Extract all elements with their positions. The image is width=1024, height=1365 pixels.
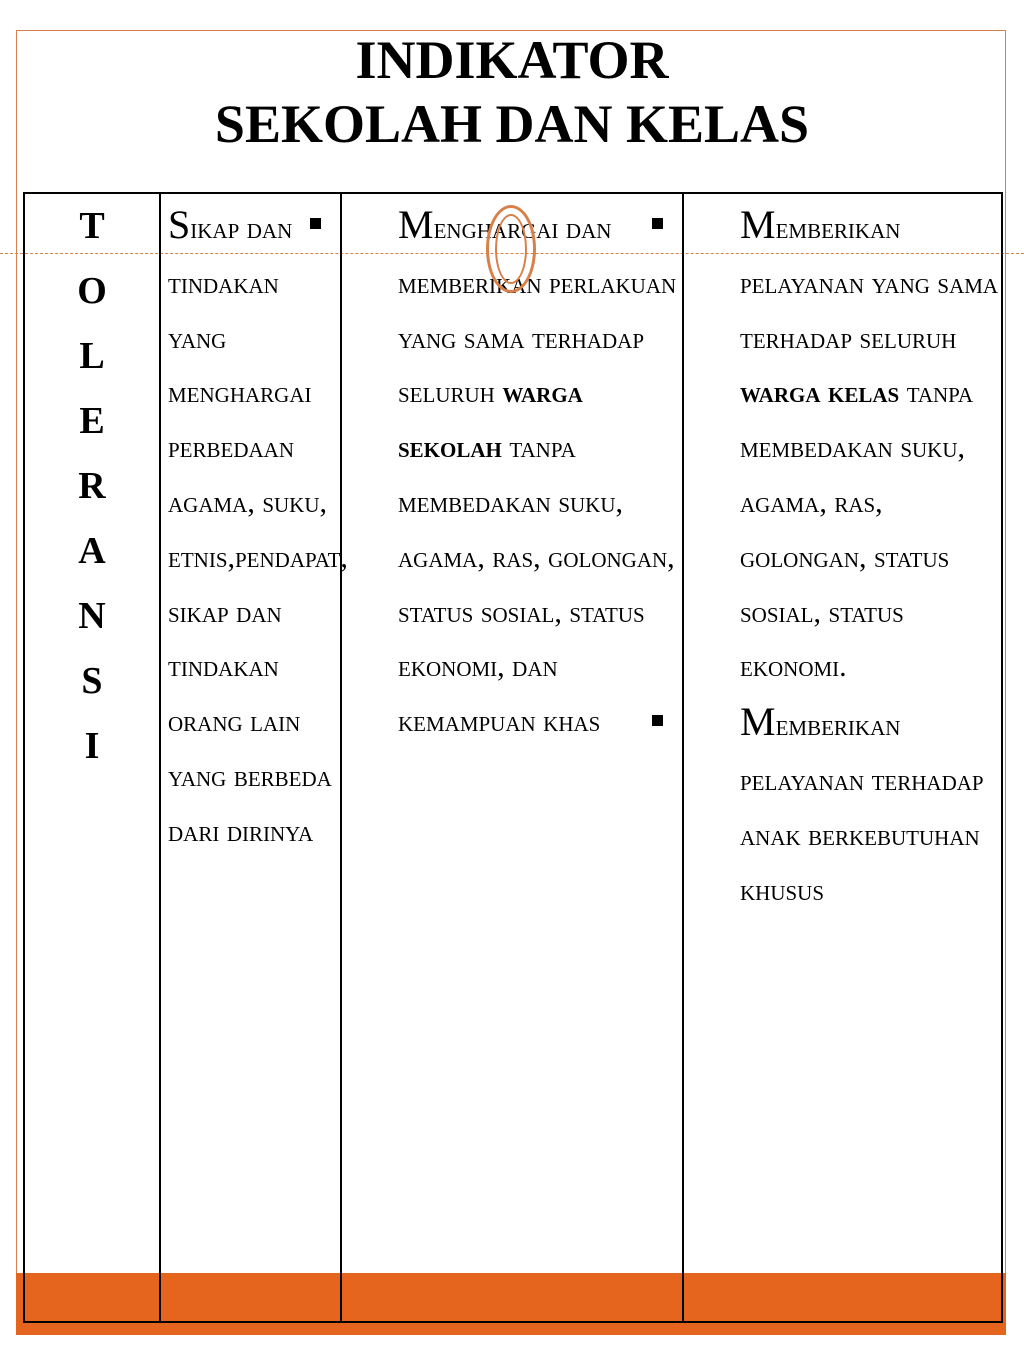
title-line-2: SEKOLAH DAN KELAS — [214, 94, 810, 154]
attitude-text: Sikap dan tindakan yang menghargai perbedaan agama, suku, etnis,pendapat, sikap dan tindakan orang lain yang berbeda dari dirinya — [168, 202, 348, 848]
page-title — [0, 28, 1024, 156]
vertical-letter: E — [79, 400, 105, 442]
bullet-icon — [310, 218, 321, 229]
title-line-1: INDIKATOR — [355, 30, 669, 90]
school-indicator-cell — [341, 193, 683, 1322]
vertical-letter: T — [79, 205, 105, 247]
indicator-table — [23, 192, 1003, 1323]
vertical-letter: N — [78, 595, 106, 637]
vertical-letter: I — [84, 725, 100, 767]
vertical-letter: R — [78, 465, 106, 507]
attitude-cell — [160, 193, 348, 1322]
table-row — [24, 193, 1002, 1322]
vertical-letter: S — [81, 660, 103, 702]
bullet-icon — [652, 715, 663, 726]
list-item: Memberikan pelayanan terhadap anak berkebutuhan khusus — [690, 695, 999, 918]
bullet-icon — [652, 218, 663, 229]
vertical-label-cell — [24, 193, 160, 1322]
vertical-letter: A — [78, 530, 106, 572]
class-indicator-cell — [683, 193, 1002, 1322]
vertical-letter: O — [77, 270, 107, 312]
oval-decoration-inner — [495, 214, 527, 284]
vertical-letter: L — [79, 335, 105, 377]
list-item: Memberikan pelayanan yang sama terhadap seluruh warga kelas tanpa membedakan suku, agama, ras, golongan, status sosial, status ekonomi. — [690, 198, 999, 695]
list-item: Menghargai dan memberikan perlakuan yang sama terhadap seluruh warga sekolah tanpa membedakan suku, agama, ras, golongan, status sosial, status ekonomi, dan kemampuan khas — [348, 198, 680, 750]
